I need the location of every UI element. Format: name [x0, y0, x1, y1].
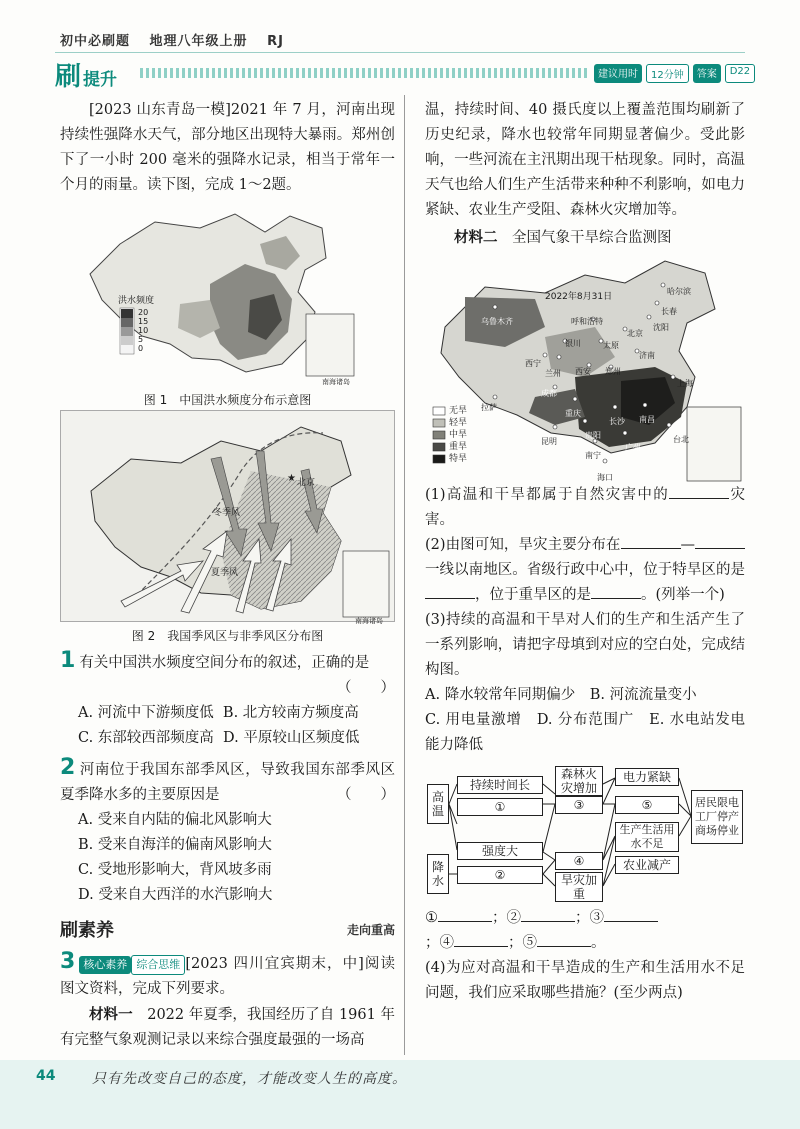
answer-blank[interactable]	[695, 548, 745, 549]
sub-question-4: (4)为应对高温和干旱造成的生产和生活用水不足问题，我们应采取哪些措施？(至少两点)	[425, 960, 745, 1001]
city-label: 南昌	[639, 415, 655, 424]
city-label: 西安	[575, 367, 591, 376]
sub2-text-d: 。(列举一个)	[641, 587, 725, 603]
answer-blank[interactable]	[454, 946, 508, 947]
question-number: 1	[60, 648, 76, 673]
city-label: 哈尔滨	[667, 287, 691, 296]
question-number: 2	[60, 755, 76, 780]
page-number: 44	[36, 1068, 56, 1084]
sub-question-3: (3)持续的高温和干旱对人们的生产和生活产生了一系列影响，请把字母填到对应的空白处，完成结构图。	[425, 612, 745, 678]
box-c5: ⑤	[615, 796, 679, 814]
brand-small: 提升	[83, 70, 118, 90]
city-label: 兰州	[545, 369, 561, 378]
subject-name: 地理八年级上册	[149, 34, 248, 49]
drought-map	[425, 257, 745, 483]
answer-blank[interactable]	[591, 598, 641, 599]
box-gaowen: 高温	[427, 784, 449, 824]
answer-blank[interactable]	[669, 498, 729, 499]
intro-paragraph	[60, 98, 395, 198]
section-subtitle: 走向重高	[346, 923, 395, 937]
legend-value: 15	[138, 317, 149, 326]
column-divider	[404, 95, 405, 1055]
legend-item-extreme: 特旱	[449, 454, 468, 464]
sub1-end: 灾害。	[425, 487, 745, 528]
beijing-label: 北京	[297, 478, 316, 488]
time-label-badge: 建议用时	[594, 64, 642, 83]
q3-source: [2023 四川宜宾期末，中]阅读图文资料，完成下列要求。	[60, 956, 395, 997]
city-label: 郑州	[605, 367, 621, 376]
city-label: 太原	[603, 341, 619, 350]
section-title: 刷素养	[60, 920, 114, 941]
city-label: 西宁	[525, 359, 541, 368]
legend-item-moderate: 中旱	[449, 430, 468, 440]
drought-legend	[449, 405, 467, 465]
sub2-text-a: (2)由图可知，旱灾主要分布在	[425, 537, 621, 553]
city-label: 沈阳	[653, 323, 669, 332]
option-b[interactable]: B. 北方较南方频度高	[222, 705, 359, 721]
sub3-options	[425, 708, 745, 758]
option-a[interactable]: A. 受来自内陆的偏北风影响大	[78, 812, 272, 828]
fig2-caption: 图 2 我国季风区与非季风区分布图	[131, 629, 324, 643]
question-stem: 有关中国洪水频度空间分布的叙述，正确的是	[79, 655, 370, 671]
option-c[interactable]: C. 东部较西部频度高	[78, 730, 214, 746]
answer-paren: （ ）	[337, 787, 395, 803]
tag-core: 核心素养	[79, 956, 131, 974]
city-label: 海口	[597, 473, 613, 482]
sub-question-1	[425, 483, 745, 533]
summer-monsoon-label: 夏季风	[211, 568, 239, 578]
material-1-continued: 温，持续时间、40 摄氏度以上覆盖范围均刷新了历史纪录，降水也较常年同期显著偏少。受此影响，一些河流在主汛期出现干枯现象。同时，高温天气也给人们生产生活带来种种不利影响，如电力紧缺、农业生产受阻、森林火灾增加等。	[425, 102, 745, 218]
brand-big: 刷	[55, 62, 82, 92]
option-a[interactable]: A. 河流中下游频度低	[78, 705, 214, 721]
footer-motto: 只有先改变自己的态度，才能改变人生的高度。	[92, 1071, 407, 1087]
legend-item-severe: 重旱	[449, 442, 468, 452]
box-c1: ①	[457, 798, 543, 816]
city-label: 重庆	[565, 409, 581, 418]
sub1-text: (1)高温和干旱都属于自然灾害中的	[425, 487, 670, 503]
city-label: 台北	[673, 435, 689, 444]
city-label: 银川	[565, 339, 581, 348]
city-label: 广州	[625, 443, 641, 452]
answer-blank[interactable]	[621, 548, 681, 549]
intro-text: 2021 年 7 月，河南出现持续性强降水天气，部分地区出现特大暴雨。郑州创下了一小时 200 毫米的强降水记录，相当于常年一个月的雨量。读下图，完成 1～2题。	[60, 102, 395, 193]
legend-value: 5	[138, 335, 144, 344]
option-c[interactable]: C. 受地形影响大，背风坡多雨	[78, 862, 272, 878]
intro-source: [2023 山东青岛一模]	[89, 102, 231, 118]
section-header	[60, 918, 395, 943]
option-d[interactable]: D. 受来自大西洋的水汽影响大	[78, 887, 273, 903]
legend-value: 10	[138, 326, 149, 335]
option-b: B. 河流流量变小	[589, 687, 697, 703]
blank-answer-line-2	[425, 931, 745, 956]
blank-answer-line-1	[425, 906, 745, 931]
fig1-legend-values	[138, 308, 148, 353]
answer-blank[interactable]	[438, 921, 492, 922]
answer-blank[interactable]	[425, 598, 475, 599]
city-label: 贵阳	[585, 431, 601, 440]
city-label: 济南	[639, 351, 655, 360]
series-name: 初中必刷题	[60, 34, 131, 49]
answer-paren: （ ）	[337, 680, 395, 696]
sub3-options	[425, 683, 745, 708]
question-number: 3	[60, 949, 76, 974]
fig2-inset-label: 南海诸岛	[355, 617, 383, 625]
blank-label: ；④	[425, 935, 454, 951]
tag-thinking: 综合思维	[131, 955, 185, 975]
right-column	[425, 98, 745, 1006]
section-brand	[55, 56, 117, 93]
box-jiangshui: 降水	[427, 854, 449, 894]
option-c: C. 用电量激增	[425, 712, 522, 728]
running-header	[60, 30, 298, 49]
option-e: E. 水电站发电能力降低	[425, 712, 746, 753]
blank-label: 。	[591, 935, 606, 951]
answer-blank[interactable]	[537, 946, 591, 947]
blank-label: ；⑤	[508, 935, 537, 951]
answer-blank[interactable]	[604, 921, 658, 922]
box-c4: ④	[555, 852, 603, 870]
city-label: 长春	[661, 307, 677, 316]
fig1-caption: 图 1 中国洪水频度分布示意图	[143, 393, 312, 407]
option-row	[78, 701, 395, 726]
box-shenghuo: 生产生活用水不足	[615, 822, 679, 852]
option-d[interactable]: D. 平原较山区频度低	[223, 730, 360, 746]
decorative-stripes	[140, 68, 590, 78]
edition: RJ	[267, 34, 284, 49]
structure-diagram	[425, 764, 745, 904]
option-row	[78, 726, 395, 751]
flood-frequency-map	[60, 204, 395, 386]
figure-2	[60, 410, 395, 644]
blank-label: ；②	[492, 910, 521, 926]
city-label: 昆明	[541, 437, 557, 446]
city-label: 拉萨	[481, 403, 497, 412]
city-label: 乌鲁木齐	[481, 317, 513, 326]
legend-value: 20	[138, 308, 149, 317]
box-nongye: 农业减产	[615, 856, 679, 874]
box-hanzai: 旱灾加重	[555, 872, 603, 902]
box-dianli: 电力紧缺	[615, 768, 679, 786]
city-label: 北京	[627, 329, 643, 338]
timing-badges	[594, 64, 755, 83]
answer-blank[interactable]	[521, 921, 575, 922]
fig1-legend-title: 洪水频度	[118, 296, 155, 306]
option-a: A. 降水较常年同期偏少	[425, 687, 576, 703]
map-date: 2022年8月31日	[545, 292, 613, 302]
header-rule	[55, 52, 745, 53]
fig1-inset-label: 南海诸岛	[322, 378, 350, 386]
winter-monsoon-label: 冬季风	[213, 508, 241, 518]
box-qiangdu: 强度大	[457, 842, 543, 860]
sub2-text-c: ，位于重旱区的是	[475, 587, 591, 603]
page-footer	[0, 1060, 800, 1129]
city-label: 长沙	[609, 417, 625, 426]
box-chixu: 持续时间长	[457, 776, 543, 794]
sub2-text-b: 一线以南地区。省级行政中心中，位于特旱区的是	[425, 562, 745, 578]
answer-page-badge: D22	[725, 64, 755, 83]
box-juming: 居民限电工厂停产商场停业	[691, 790, 743, 844]
blank-label: ①	[425, 910, 438, 926]
city-label: 成都	[541, 389, 557, 398]
legend-item-none: 无旱	[449, 406, 468, 416]
legend-item-light: 轻旱	[449, 418, 468, 428]
city-label: 呼和浩特	[571, 317, 603, 326]
material-2-label: 材料二	[454, 229, 498, 246]
question-1	[60, 648, 395, 751]
sub-question-2: (2)由图可知，旱灾主要分布在 —一线以南地区。省级行政中心中，位于特旱区的是，位于重旱区的是 。(列举一个)	[425, 537, 745, 603]
answer-label-badge: 答案	[693, 64, 721, 83]
monsoon-map	[60, 410, 395, 625]
city-label: 南宁	[585, 451, 601, 460]
blank-label: ；③	[575, 910, 604, 926]
legend-value: 0	[138, 344, 144, 353]
question-stem: 河南位于我国东部季风区，导致我国东部季风区夏季降水多的主要原因是	[60, 762, 395, 803]
left-column	[60, 98, 395, 1053]
box-c2: ②	[457, 866, 543, 884]
material-2-title: 全国气象干旱综合监测图	[512, 230, 672, 246]
box-c3: ③	[555, 796, 603, 814]
figure-1	[60, 204, 395, 407]
time-value-badge: 12分钟	[646, 64, 689, 83]
box-senlin: 森林火灾增加	[555, 766, 603, 796]
city-label: 上海	[677, 379, 693, 388]
material-1-label: 材料一	[89, 1006, 133, 1023]
svg-text:★: ★	[287, 473, 296, 484]
option-d: D. 分布范围广	[536, 712, 634, 728]
question-2	[60, 755, 395, 908]
question-3	[60, 949, 395, 1053]
option-b[interactable]: B. 受来自海洋的偏南风影响大	[78, 837, 272, 853]
material-1-text: 2022 年夏季，我国经历了自 1961 年有完整气象观测记录以来综合强度最强的一场高	[60, 1007, 396, 1048]
